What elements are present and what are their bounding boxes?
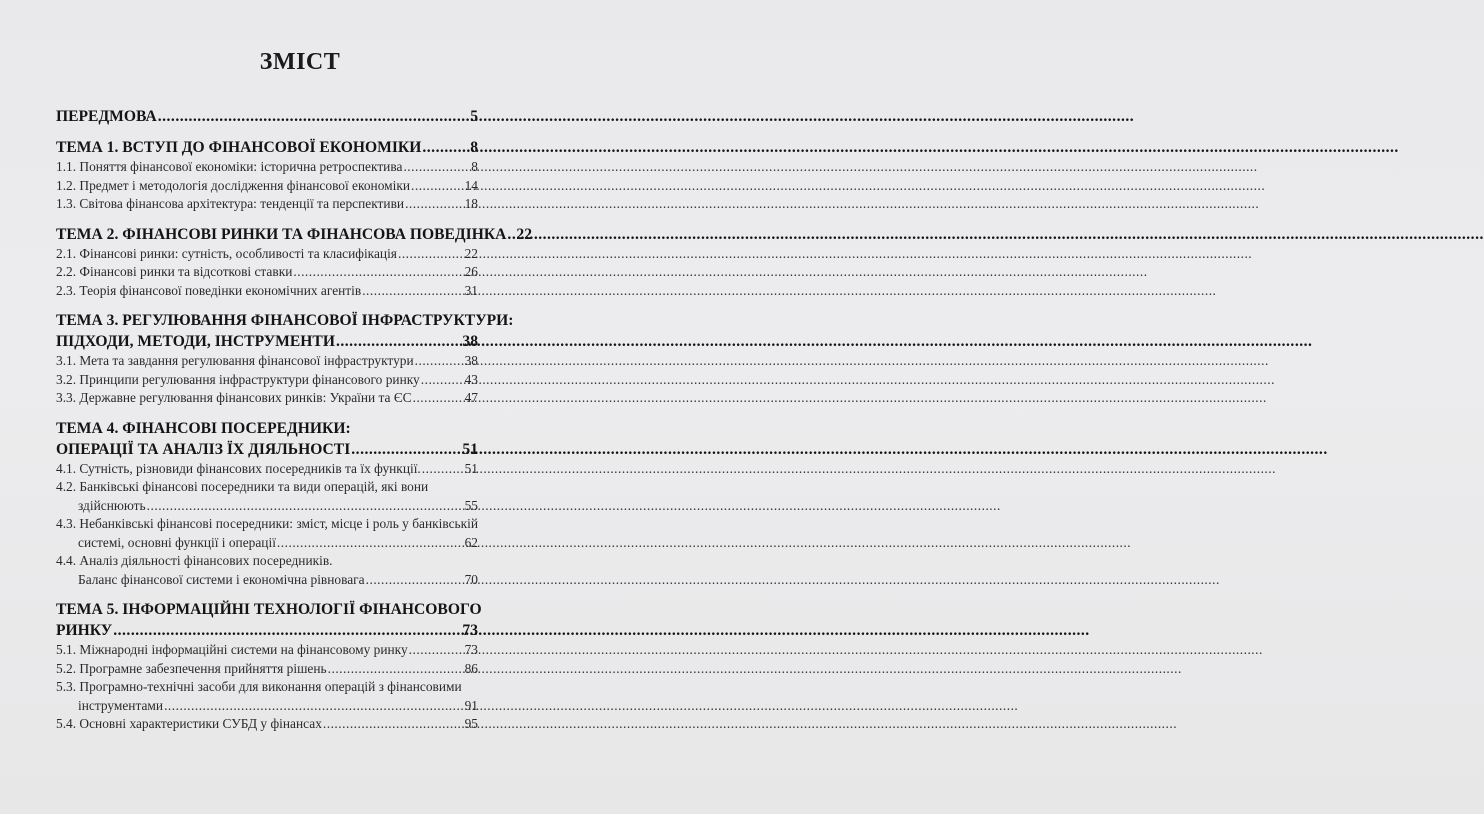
leader-dots [113,620,461,641]
toc-section [56,715,478,734]
topic-heading-line1: ТЕМА 3. РЕГУЛЮВАННЯ ФІНАНСОВОЇ ІНФРАСТРУКТУРИ: [56,312,514,329]
toc-page-number: 8 [471,159,478,174]
topic-heading-line2: ОПЕРАЦІЇ ТА АНАЛІЗ ЇХ ДІЯЛЬНОСТІ [56,440,351,458]
section-label-continued: системі, основні функції і операції [78,534,276,550]
leader-dots [409,641,464,660]
toc-entry-label: ПЕРЕДМОВА [56,108,157,125]
leader-dots [351,439,461,460]
toc-page-number: 14 [464,177,478,193]
toc-page-number: 70 [464,571,478,587]
page-title: ЗМІСТ [259,49,341,75]
leader-dots [277,534,464,553]
toc-section [56,352,478,371]
toc-section [56,515,478,552]
toc-page-number: 62 [464,534,478,550]
topic-heading [56,224,533,245]
section-label: 3.1. Мета та завдання регулювання фінансової інфраструктури [56,353,414,368]
section-label: 5.4. Основні характеристики СУБД у фінансах [56,716,322,731]
toc-topic-4 [56,418,478,590]
section-label: 1.3. Світова фінансова архітектура: тенденції та перспективи [56,196,405,211]
toc-page-number: 31 [464,282,478,298]
toc-section [56,158,478,177]
toc-page-number: 55 [464,497,478,513]
leader-dots [293,263,463,282]
toc-page-number: 5 [470,108,478,125]
topic-heading [56,137,478,158]
toc-page-number: 22 [516,225,533,243]
section-label: 5.2. Програмне забезпечення прийняття рішень [56,660,327,676]
toc-section [56,245,478,264]
toc-topic-1 [56,137,478,214]
section-label: 2.1. Фінансові ринки: сутність, особливості та класифікація [56,245,397,261]
topic-heading-line1: ТЕМА 5. ІНФОРМАЦІЙНІ ТЕХНОЛОГІЇ ФІНАНСОВОГО [56,601,482,618]
toc-page-number: 73 [462,622,478,639]
toc-page-number: 43 [464,371,478,387]
topic-heading [56,599,482,641]
toc-page-number: 8 [470,139,478,156]
toc-topic-3 [56,310,514,408]
section-label: 5.3. Програмно-технічні засоби для виконання операцій з фінансовими [56,679,462,694]
section-label: 2.2. Фінансові ринки та відсоткові ставки [56,264,293,279]
toc-page-number: 73 [464,642,478,657]
toc-topic-5 [56,599,482,734]
section-label: 4.4. Аналіз діяльності фінансових посередників. [56,553,333,568]
toc-page-number: 38 [462,333,478,350]
toc-section [56,552,478,589]
leader-dots [415,352,464,371]
toc-page-number: 86 [464,660,478,676]
leader-dots [421,371,464,390]
topic-heading-label: ТЕМА 2. ФІНАНСОВІ РИНКИ ТА ФІНАНСОВА ПОВЕДІНКА [56,225,507,243]
toc-page-number: 47 [464,390,478,405]
leader-dots [411,177,464,196]
section-label: 4.1. Сутність, різновиди фінансових посередників та їх функції. [56,460,421,476]
section-label: 4.3. Небанківські фінансові посередники: зміст, місце і роль у банківській [56,516,479,531]
toc-section [56,177,478,196]
toc-page-number: 95 [464,716,478,731]
leader-dots [507,224,515,245]
section-label: 2.3. Теорія фінансової поведінки економічних агентів [56,282,362,298]
toc-page-number: 26 [464,264,478,279]
topic-heading [56,310,514,352]
leader-dots [413,389,464,408]
toc-page-number: 51 [462,440,478,458]
topic-heading-line2: ПІДХОДИ, МЕТОДИ, ІНСТРУМЕНТИ [56,333,335,350]
toc-page-number: 18 [464,196,478,211]
leader-dots [158,106,469,127]
toc-section [56,389,478,408]
topic-heading-line1: ТЕМА 4. ФІНАНСОВІ ПОСЕРЕДНИКИ: [56,419,351,437]
topic-heading-line2: РИНКУ [56,622,113,639]
toc-topic-2 [56,224,533,301]
toc-page-number: 91 [464,697,478,713]
book-page [0,0,600,814]
toc-entry-preface [56,106,478,127]
leader-dots [366,571,464,590]
leader-dots [362,282,463,301]
leader-dots [422,460,464,479]
leader-dots [328,660,464,679]
toc-section [56,478,478,515]
section-label: 3.2. Принципи регулювання інфраструктури фінансового ринку [56,371,420,387]
toc-section [56,263,478,282]
toc-section [56,371,478,390]
leader-dots [405,195,464,214]
leader-dots [422,137,469,158]
section-label: 5.1. Міжнародні інформаційні системи на фінансовому ринку [56,642,408,657]
toc-section [56,660,478,679]
leader-dots [147,497,464,516]
section-label-continued: інструментами [78,697,164,713]
table-of-contents [56,106,533,734]
leader-dots [398,245,464,264]
toc-page-number: 22 [464,245,478,261]
toc-section [56,195,478,214]
section-label: 4.2. Банківські фінансові посередники та види операцій, які вони [56,479,429,494]
toc-section [56,460,478,479]
toc-page-number: 38 [464,353,478,368]
section-label: 1.2. Предмет і методологія дослідження фінансової економіки [56,177,410,193]
topic-heading [56,418,478,460]
toc-section [56,641,478,660]
toc-section [56,282,478,301]
leader-dots [336,331,461,352]
leader-dots [323,715,464,734]
leader-dots [164,697,464,716]
section-label: 3.3. Державне регулювання фінансових ринків: України та ЄС [56,390,412,405]
leader-dots [403,158,470,177]
toc-page-number: 51 [464,460,478,476]
section-label-continued: Баланс фінансової системи і економічна рівновага [78,571,365,587]
topic-heading-label: ТЕМА 1. ВСТУП ДО ФІНАНСОВОЇ ЕКОНОМІКИ [56,139,422,156]
toc-section [56,678,478,715]
section-label: 1.1. Поняття фінансової економіки: історична ретроспектива [56,159,403,174]
section-label-continued: здійснюють [78,497,146,513]
